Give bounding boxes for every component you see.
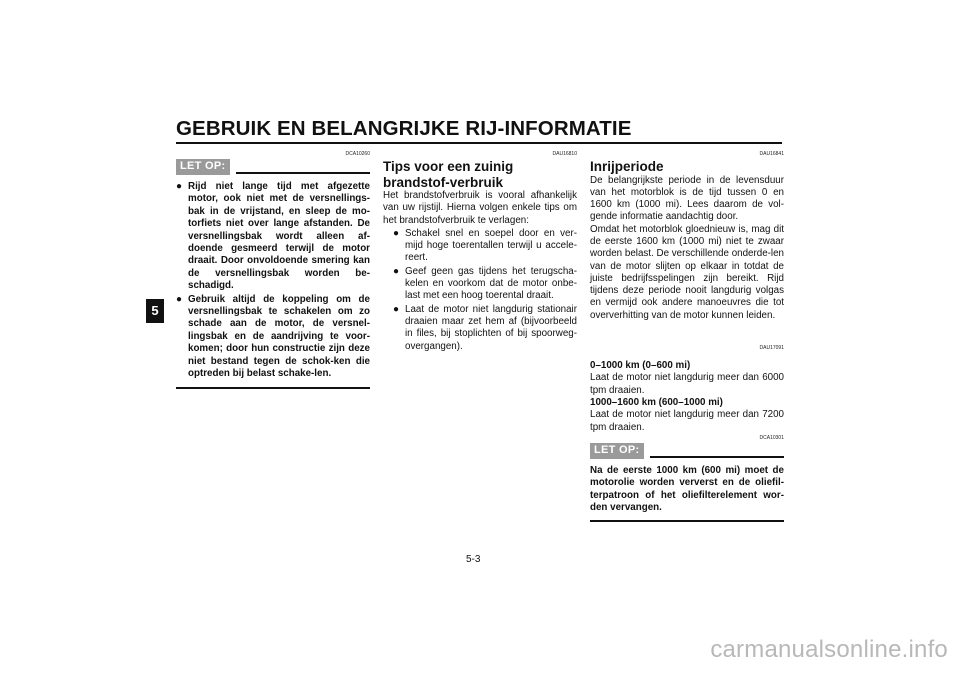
bullet-icon: ●	[393, 227, 400, 239]
bullet-icon: ●	[393, 303, 400, 315]
section-title-break-in: Inrijperiode	[590, 159, 664, 174]
reference-code: DCA10301	[759, 434, 784, 441]
tips-list	[393, 228, 577, 353]
range-text: Laat de motor niet langdurig meer dan 7200 tpm draaien.	[590, 409, 784, 433]
page-number: 5-3	[466, 554, 481, 565]
warning-label: LET OP:	[176, 159, 230, 175]
reference-code: DAU16810	[552, 151, 577, 157]
range-heading: 0–1000 km (0–600 mi)	[590, 360, 691, 372]
section-title-fuel: Tips voor een zuinig brandstof-verbruik	[383, 159, 514, 190]
warning-rule	[650, 456, 785, 458]
bullet-icon: ●	[176, 181, 183, 192]
page-title: GEBRUIK EN BELANGRIJKE RIJ-INFORMATIE	[176, 117, 632, 140]
list-item: ● Laat de motor niet langdurig stationair draaien maar zet hem af (bijvoorbeeld in files, bij stoplichten of bij spoorweg-overgangen).	[393, 303, 577, 352]
warning-end-rule	[176, 387, 370, 389]
chapter-tab: 5	[146, 299, 164, 323]
warning-label: LET OP:	[590, 443, 644, 459]
title-rule	[176, 142, 782, 144]
warning-body	[176, 181, 370, 381]
warning-bullet: ● Rijd niet lange tijd met afgezette motor, ook niet met de versnellings-bak in de vrijstand, en sleep de mo-torfiets niet over lange afstanden. De versnellingsbak wordt alleen af-doende gesmeerd terwijl de motor draait. Door onvoldoende smering kan de versnellingsbak worden be-schadigd.	[176, 181, 370, 292]
warning-bullet: ● Gebruik altijd de koppeling om de versnellingsbak te schakelen om zo schade aan de motor, de versnel-lingsbak en de aandrijving te voor-komen; door hun constructie zijn deze niet bestand tegen de schok-ken die optreden bij belast schake-len.	[176, 293, 370, 380]
reference-code: DAU16841	[759, 151, 784, 157]
warning-rule	[236, 172, 371, 174]
range-text: Laat de motor niet langdurig meer dan 6000 tpm draaien.	[590, 372, 784, 396]
range-heading: 1000–1600 km (600–1000 mi)	[590, 396, 723, 408]
reference-code: DCA10260	[345, 151, 370, 157]
warning-end-rule	[590, 520, 784, 522]
warning-body: Na de eerste 1000 km (600 mi) moet de motorolie worden ververst en de oliefil-terpatroon of het oliefilterelement wor-den vervangen.	[590, 464, 784, 514]
reference-code: DAU17091	[759, 345, 784, 352]
list-item: ● Geef geen gas tijdens het terugscha-kelen en voorkom dat de motor onbe-last met een hoog toerental draait.	[393, 265, 577, 302]
watermark: carmanualsonline.info	[710, 636, 948, 663]
section-intro: Het brandstofverbruik is vooral afhankelijk van uw rijstijl. Hierna volgen enkele tips om het brandstofverbruik te verlagen:	[383, 190, 577, 226]
warning-header	[590, 443, 784, 459]
column-left	[176, 150, 370, 389]
column-right	[590, 150, 784, 522]
bullet-icon: ●	[393, 265, 400, 277]
bullet-icon: ●	[176, 293, 183, 305]
column-middle	[383, 150, 577, 354]
warning-header	[176, 159, 370, 175]
paragraph: De belangrijkste periode in de levensduur van het motorblok is de tijd tussen 0 en 1600 km (1000 mi). Lees daarom de vol-gende informatie aandachtig door.	[590, 174, 784, 223]
list-item: ● Schakel snel en soepel door en ver-mijd hoge toerentallen terwijl u accele-reert.	[393, 227, 577, 264]
paragraph: Omdat het motorblok gloednieuw is, mag dit de eerste 1600 km (1000 mi) niet te zwaar worden belast. De verschillende onderde-len van de motor slijten op elkaar in totdat de juiste bedrijfsspelingen zijn bereikt. Rijd tijdens deze periode nooit langdurig volgas en vermijd ook andere manoeuvres die tot oververhitting van de motor kunnen leiden.	[590, 223, 784, 321]
